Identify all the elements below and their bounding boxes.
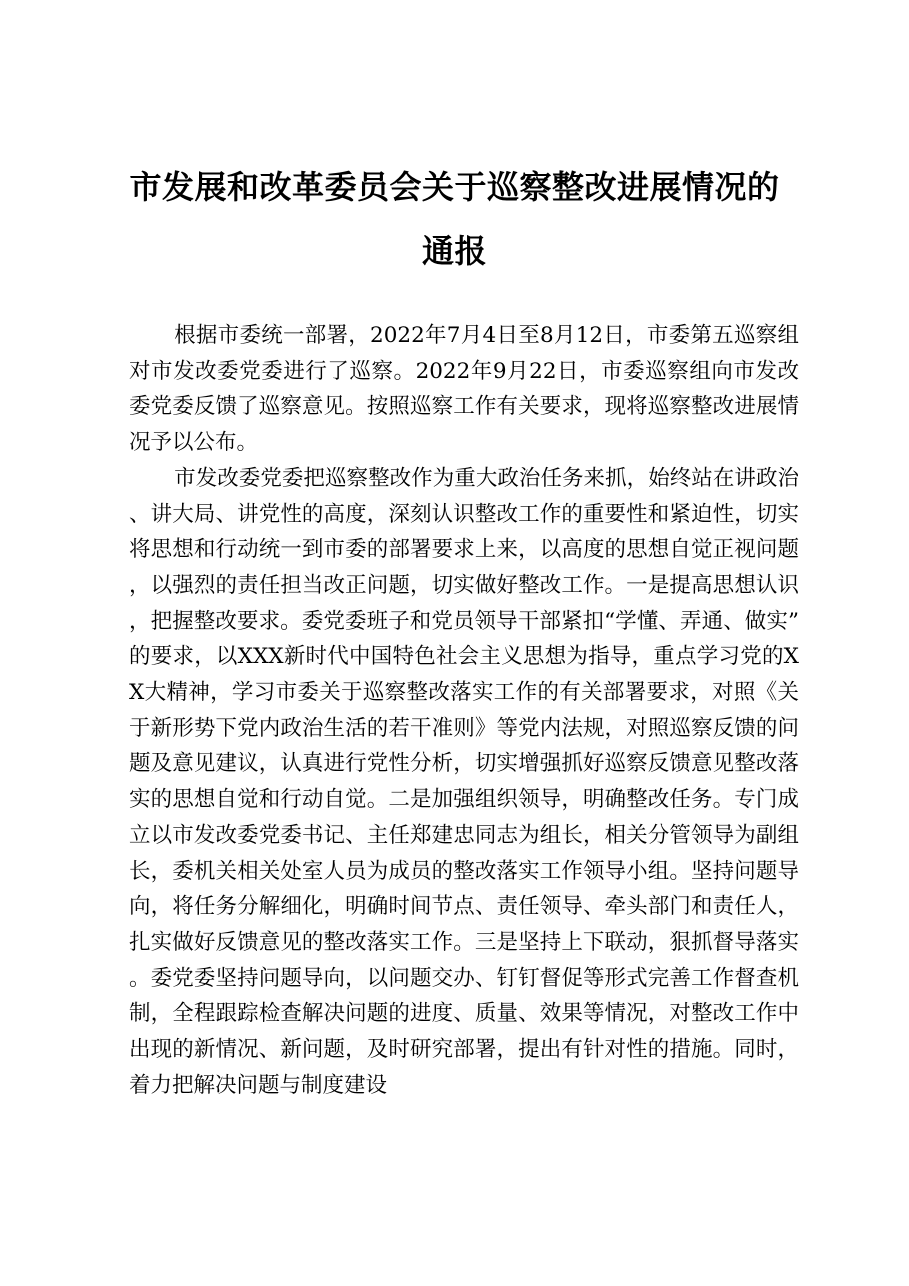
- document-title-line-1: 市发展和改革委员会关于巡察整改进展情况的: [129, 168, 780, 206]
- body-paragraph-1: 根据市委统一部署，2022年7月4日至8月12日，市委第五巡察组对市发改委党委进行了巡察。2022年9月22日，市委巡察组向市发改委党委反馈了巡察意见。按照巡察工作有关要求，现将巡察整改进展情况予以公布。: [129, 323, 799, 456]
- document-title-line-2: 通报: [421, 232, 487, 270]
- document-body: [129, 318, 799, 1103]
- body-paragraph-2: 市发改委党委把巡察整改作为重大政治任务来抓，始终站在讲政治、讲大局、讲党性的高度，深刻认识整改工作的重要性和紧迫性，切实将思想和行动统一到市委的部署要求上来，以高度的思想自觉正视问题，以强烈的责任担当改正问题，切实做好整改工作。一是提高思想认识，把握整改要求。委党委班子和党员领导干部紧扣“学懂、弄通、做实”的要求，以XXX新时代中国特色社会主义思想为指导，重点学习党的XX大精神，学习市委关于巡察整改落实工作的有关部署要求，对照《关于新形势下党内政治生活的若干准则》等党内法规，对照巡察反馈的问题及意见建议，认真进行党性分析，切实增强抓好巡察反馈意见整改落实的思想自觉和行动自觉。二是加强组织领导，明确整改任务。专门成立以市发改委党委书记、主任郑建忠同志为组长，相关分管领导为副组长，委机关相关处室人员为成员的整改落实工作领导小组。坚持问题导向，将任务分解细化，明确时间节点、责任领导、牵头部门和责任人，扎实做好反馈意见的整改落实工作。三是坚持上下联动，狠抓督导落实。委党委坚持问题导向，以问题交办、钉钉督促等形式完善工作督查机制，全程跟踪检查解决问题的进度、质量、效果等情况，对整改工作中出现的新情况、新问题，及时研究部署，提出有针对性的措施。同时，着力把解决问题与制度建设: [129, 465, 799, 1098]
